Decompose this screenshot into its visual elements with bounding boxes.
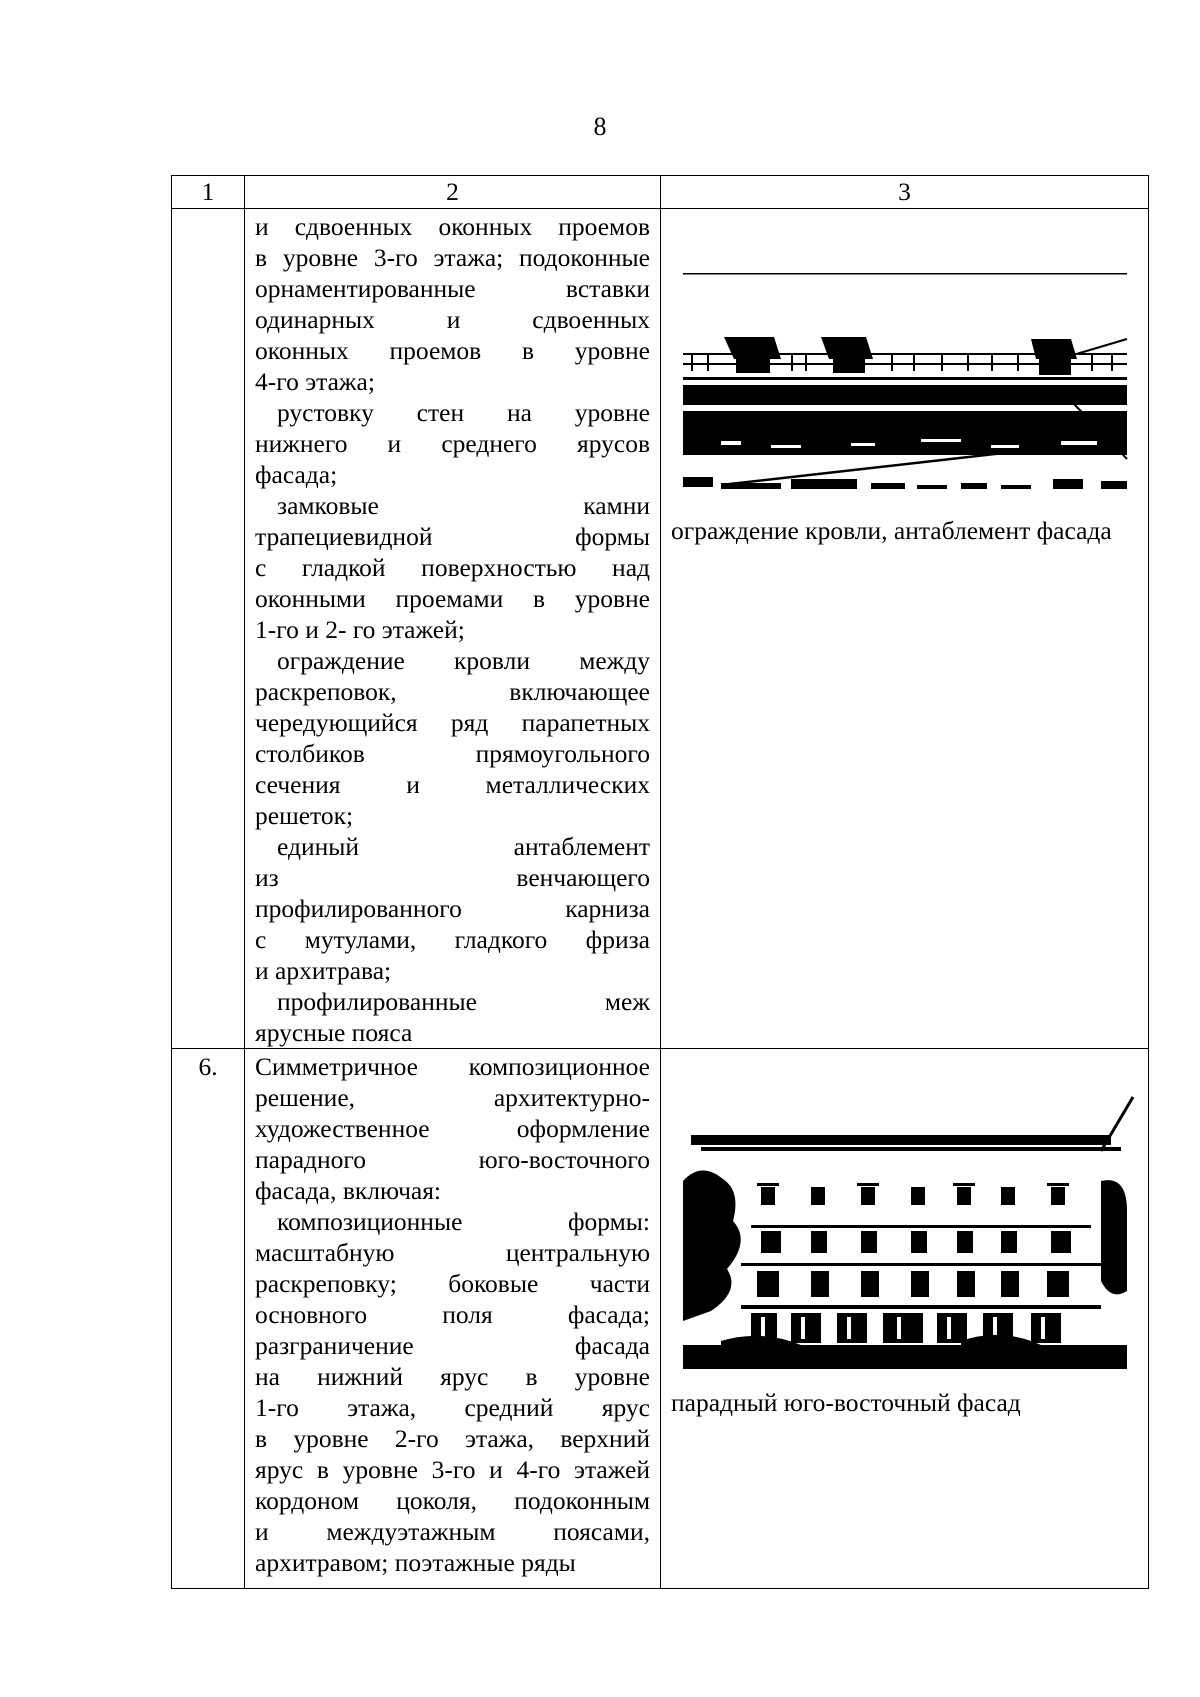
description-line: решеток; [255, 801, 354, 830]
description-line: и междуэтажным поясами, [255, 1517, 650, 1546]
description-line: с мутулами, гладкого фриза [255, 925, 650, 954]
table-row-continued [172, 209, 1149, 1049]
description-line: композиционные формы: [277, 1207, 650, 1236]
description-line: художественное оформление [255, 1114, 650, 1143]
description-line: ограждение кровли между [277, 646, 650, 675]
description-line: раскреповку; боковые части [255, 1269, 650, 1298]
roof-entablature-photo [661, 273, 1148, 499]
description-line: ярус в уровне 3-го и 4-го этажей [255, 1455, 650, 1484]
description-line: и сдвоенных оконных проемов [255, 212, 650, 241]
header-col-1: 1 [172, 176, 245, 209]
table-header-row [172, 176, 1149, 209]
description-line: орнаментированные вставки [255, 274, 650, 303]
description-line: нижнего и среднего ярусов [255, 429, 650, 458]
description-line: 1-го этажа, средний ярус [255, 1393, 650, 1422]
southeast-facade-caption: парадный юго-восточный фасад [671, 1388, 1021, 1417]
description-text [245, 1049, 660, 1578]
roof-entablature-caption: ограждение кровли, антаблемент фасада [671, 516, 1112, 545]
description-line: столбиков прямоугольного [255, 739, 650, 768]
description-line: трапециевидной формы [255, 522, 650, 551]
header-col-2: 2 [245, 176, 661, 209]
description-line: и архитрава; [255, 956, 392, 985]
description-line: профилированные меж [277, 987, 650, 1016]
description-line: с гладкой поверхностью над [255, 553, 650, 582]
row-number: 6. [172, 1049, 245, 1589]
description-line: в уровне 3-го этажа; подоконные [255, 243, 650, 272]
description-line: замковые камни [277, 491, 650, 520]
row-illustration [661, 209, 1149, 1049]
description-line: фасада; [255, 460, 338, 489]
description-line: парадного юго-восточного [255, 1145, 650, 1174]
description-line: масштабную центральную [255, 1238, 650, 1267]
description-line: сечения и металлических [255, 770, 650, 799]
description-line: фасада, включая: [255, 1176, 442, 1205]
description-line: единый антаблемент [277, 832, 650, 861]
description-line: основного поля фасада; [255, 1300, 650, 1329]
description-line: оконными проемами в уровне [255, 584, 650, 613]
description-line: ярусные пояса [255, 1018, 413, 1047]
description-line: оконных проемов в уровне [255, 336, 650, 365]
description-line: 1-го и 2- го этажей; [255, 615, 465, 644]
row-illustration [661, 1049, 1149, 1589]
description-line: разграничение фасада [255, 1331, 650, 1360]
row-description [245, 209, 661, 1049]
description-line: 4-го этажа; [255, 367, 375, 396]
page-number: 8 [593, 112, 607, 141]
description-text [245, 209, 660, 1048]
description-line: кордоном цоколя, подоконным [255, 1486, 650, 1515]
description-line: решение, архитектурно- [255, 1083, 650, 1112]
description-line: Симметричное композиционное [255, 1052, 650, 1081]
description-line: рустовку стен на уровне [277, 398, 650, 427]
row-number [172, 209, 245, 1049]
description-line: в уровне 2-го этажа, верхний [255, 1424, 650, 1453]
southeast-facade-photo [661, 1091, 1148, 1369]
header-col-3: 3 [661, 176, 1149, 209]
description-line: архитравом; поэтажные ряды [255, 1548, 576, 1577]
description-line: раскреповок, включающее [255, 677, 650, 706]
description-line: чередующийся ряд парапетных [255, 708, 650, 737]
monument-features-table [171, 175, 1149, 1589]
description-line: профилированного карниза [255, 894, 650, 923]
table-row-6 [172, 1049, 1149, 1589]
row-description [245, 1049, 661, 1589]
description-line: из венчающего [255, 863, 650, 892]
description-line: одинарных и сдвоенных [255, 305, 650, 334]
description-line: на нижний ярус в уровне [255, 1362, 650, 1391]
